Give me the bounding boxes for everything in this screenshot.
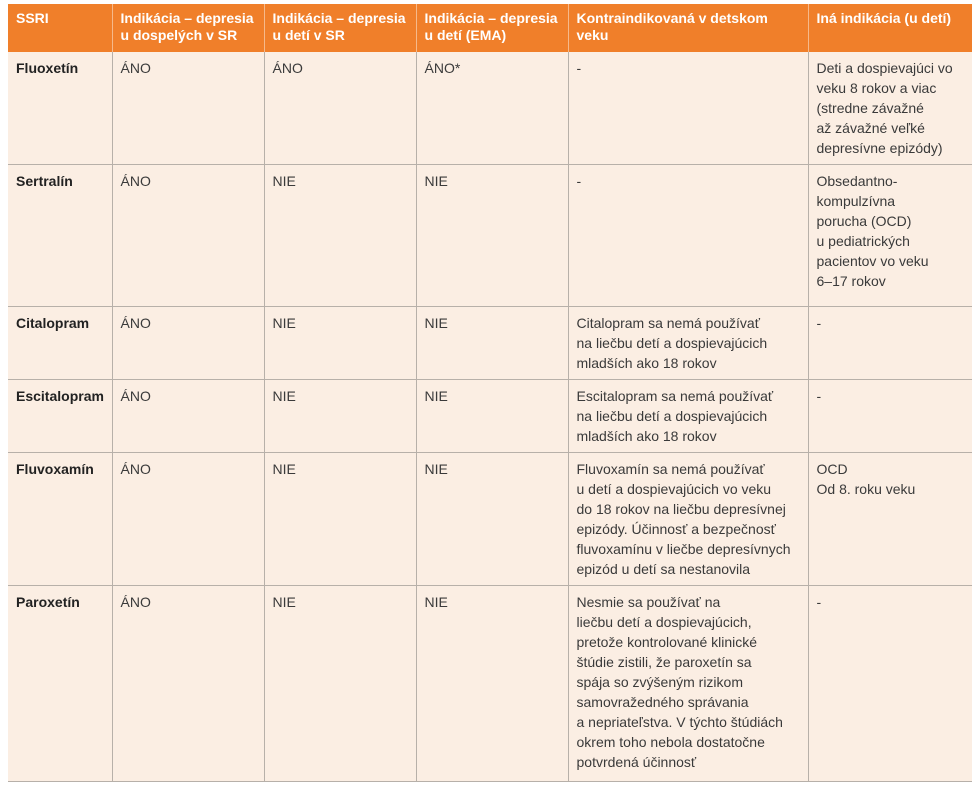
cell-contraindicated: Escitalopram sa nemá používať na liečbu detí a dospievajúcich mladších ako 18 rokov	[568, 380, 808, 453]
ssri-indication-table	[8, 4, 972, 782]
cell-child-ema: NIE	[416, 380, 568, 453]
cell-child-sr: ÁNO	[264, 52, 416, 165]
cell-child-ema: ÁNO*	[416, 52, 568, 165]
cell-adult-sr: ÁNO	[112, 307, 264, 380]
cell-other-indication: -	[808, 307, 972, 380]
cell-contraindicated: Citalopram sa nemá používať na liečbu detí a dospievajúcich mladších ako 18 rokov	[568, 307, 808, 380]
cell-child-sr: NIE	[264, 165, 416, 307]
cell-other-indication: -	[808, 586, 972, 782]
header-other-indication: Iná indikácia (u detí)	[808, 4, 972, 52]
table-row	[8, 307, 972, 380]
cell-contraindicated: Fluvoxamín sa nemá používať u detí a dospievajúcich vo veku do 18 rokov na liečbu depresívnej epizódy. Účinnosť a bezpečnosť fluvoxamínu v liečbe depresívnych epizód u detí sa nestanovila	[568, 453, 808, 586]
header-child-sr: Indikácia – depresia u detí v SR	[264, 4, 416, 52]
cell-other-indication: Obsedantno- kompulzívna porucha (OCD) u pediatrických pacientov vo veku 6–17 rokov	[808, 165, 972, 307]
cell-child-sr: NIE	[264, 586, 416, 782]
cell-other-indication: -	[808, 380, 972, 453]
header-contraindicated: Kontraindikovaná v detskom veku	[568, 4, 808, 52]
table-header	[8, 4, 972, 52]
drug-name: Escitalopram	[8, 380, 112, 453]
cell-contraindicated: -	[568, 165, 808, 307]
table-row	[8, 453, 972, 586]
cell-contraindicated: -	[568, 52, 808, 165]
header-child-ema: Indikácia – depresia u detí (EMA)	[416, 4, 568, 52]
drug-name: Fluoxetín	[8, 52, 112, 165]
header-row	[8, 4, 972, 52]
ssri-table-container	[8, 4, 972, 782]
cell-other-indication: OCD Od 8. roku veku	[808, 453, 972, 586]
cell-adult-sr: ÁNO	[112, 380, 264, 453]
table-row	[8, 586, 972, 782]
cell-child-ema: NIE	[416, 586, 568, 782]
drug-name: Fluvoxamín	[8, 453, 112, 586]
cell-adult-sr: ÁNO	[112, 165, 264, 307]
drug-name: Paroxetín	[8, 586, 112, 782]
header-ssri: SSRI	[8, 4, 112, 52]
header-adult-sr: Indikácia – depresia u dospelých v SR	[112, 4, 264, 52]
drug-name: Citalopram	[8, 307, 112, 380]
table-row	[8, 380, 972, 453]
table-row	[8, 52, 972, 165]
cell-child-ema: NIE	[416, 453, 568, 586]
cell-child-sr: NIE	[264, 453, 416, 586]
cell-adult-sr: ÁNO	[112, 453, 264, 586]
drug-name: Sertralín	[8, 165, 112, 307]
table-row	[8, 165, 972, 307]
cell-adult-sr: ÁNO	[112, 586, 264, 782]
cell-contraindicated: Nesmie sa používať na liečbu detí a dospievajúcich, pretože kontrolované klinické štúdie zistili, že paroxetín sa spája so zvýšeným rizikom samovražedného správania a nepriateľstva. V týchto štúdiách okrem toho nebola dostatočne potvrdená účinnosť	[568, 586, 808, 782]
cell-child-ema: NIE	[416, 165, 568, 307]
cell-other-indication: Deti a dospievajúci vo veku 8 rokov a viac (stredne závažné až závažné veľké depresívne epizódy)	[808, 52, 972, 165]
cell-child-sr: NIE	[264, 307, 416, 380]
table-body	[8, 52, 972, 782]
cell-child-ema: NIE	[416, 307, 568, 380]
cell-adult-sr: ÁNO	[112, 52, 264, 165]
cell-child-sr: NIE	[264, 380, 416, 453]
